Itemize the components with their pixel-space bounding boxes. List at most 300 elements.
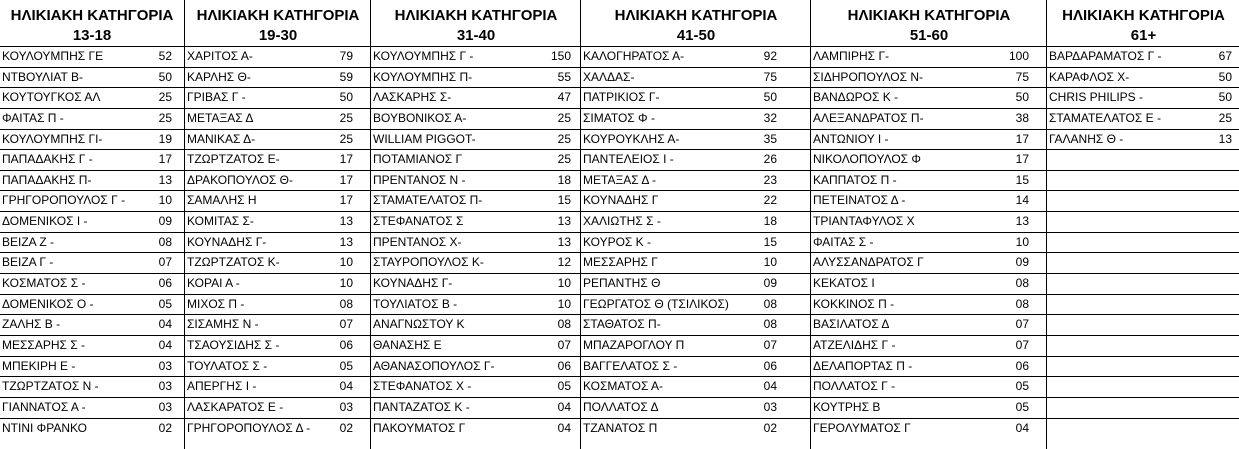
participant-score: 150	[550, 49, 571, 63]
participant-score: 18	[557, 172, 571, 187]
table-row	[581, 67, 811, 88]
participant-score: 13	[339, 214, 353, 229]
participant-name: ΚΟΥΛΟΥΜΠΗΣ Π-	[373, 69, 473, 84]
participant-score: 19	[158, 131, 172, 146]
participant-score: 08	[763, 296, 777, 311]
table-row	[371, 273, 581, 294]
participant-name: ΚΟΥΛΟΥΜΠΗΣ ΓΕ	[2, 49, 104, 63]
participant-name: ΒΟΥΒΟΝΙΚΟΣ Α-	[373, 110, 467, 125]
participant-score: 04	[158, 317, 172, 332]
table-row	[581, 129, 811, 150]
participant-score: 14	[1015, 193, 1029, 208]
participant-name: ΝΤΙΝΙ ΦΡΑΝΚΟ	[2, 420, 87, 435]
empty-row	[1047, 294, 1239, 315]
table-row	[811, 232, 1047, 253]
participant-score: 50	[339, 90, 353, 105]
category-title: ΗΛΙΚΙΑΚΗ ΚΑΤΗΓΟΡΙΑ	[10, 7, 174, 24]
table-row	[581, 190, 811, 211]
participant-name: ΓΑΛΑΝΗΣ Θ -	[1049, 131, 1124, 146]
participant-score: 05	[158, 296, 172, 311]
participant-name: ΚΟΥΡΟΥΚΛΗΣ Α-	[583, 131, 680, 146]
participant-name: ΜΕΣΣΑΡΗΣ Γ	[583, 255, 658, 270]
participant-name: ΚΑΠΠΑΤΟΣ Π -	[813, 172, 897, 187]
participant-name: ΠΑΝΤΑΖΑΤΟΣ Κ -	[373, 399, 470, 414]
participant-name: ΒΕΙΖΑ Ζ -	[2, 234, 55, 249]
participant-score: 32	[763, 110, 777, 125]
table-row	[0, 170, 184, 191]
table-row	[581, 294, 811, 315]
participant-score: 22	[763, 193, 777, 208]
table-row	[371, 335, 581, 356]
table-row	[0, 335, 184, 356]
participant-score: 13	[557, 234, 571, 249]
participant-score: 06	[158, 276, 172, 291]
category-header	[1047, 0, 1239, 46]
participant-name: ΣΤΑΜΑΤΕΛΑΤΟΣ Π-	[373, 193, 483, 208]
participant-name: ΡΕΠΑΝΤΗΣ Θ	[583, 276, 661, 291]
category-column	[0, 0, 184, 449]
category-title: ΗΛΙΚΙΑΚΗ ΚΑΤΗΓΟΡΙΑ	[196, 7, 360, 24]
participant-score: 25	[557, 152, 571, 167]
participant-name: ΔΟΜΕΝΙΚΟΣ Ι -	[2, 214, 88, 229]
category-title: ΗΛΙΚΙΑΚΗ ΚΑΤΗΓΟΡΙΑ	[847, 7, 1011, 24]
table-row	[811, 294, 1047, 315]
table-row	[581, 149, 811, 170]
participant-score: 50	[1015, 90, 1029, 105]
participant-name: ΒΑΓΓΕΛΑΤΟΣ Σ -	[583, 358, 678, 373]
participant-score: 07	[1015, 337, 1029, 352]
table-row	[811, 376, 1047, 397]
participant-score: 05	[339, 358, 353, 373]
category-header	[581, 0, 811, 46]
table-row	[371, 67, 581, 88]
table-row	[0, 149, 184, 170]
category-header	[811, 0, 1047, 46]
table-row	[581, 46, 811, 67]
participant-name: ΧΑΡΙΤΟΣ Α-	[187, 49, 253, 63]
participant-score: 25	[339, 131, 353, 146]
participant-name: ΓΕΩΡΓΑΤΟΣ Θ (ΤΣΙΛΙΚΟΣ)	[583, 296, 729, 311]
participant-name: ΤΖΑΝΑΤΟΣ Π	[583, 420, 658, 435]
participant-score: 10	[339, 276, 353, 291]
participant-score: 38	[1015, 110, 1029, 125]
table-row	[581, 211, 811, 232]
participant-name: ΠΡΕΝΤΑΝΟΣ Ν -	[373, 172, 466, 187]
participant-score: 25	[158, 110, 172, 125]
table-row	[0, 232, 184, 253]
table-row	[185, 170, 371, 191]
table-row	[581, 273, 811, 294]
empty-row	[1047, 273, 1239, 294]
participant-name: ΜΕΣΣΑΡΗΣ Σ -	[2, 337, 86, 352]
participant-name: ΓΡΗΓΟΡΟΠΟΥΛΟΣ Γ -	[2, 193, 126, 208]
table-row	[581, 335, 811, 356]
participant-score: 75	[763, 69, 777, 84]
table-row	[581, 232, 811, 253]
participant-score: 02	[339, 420, 353, 435]
participant-name: ΣΙΣΑΜΗΣ Ν -	[187, 317, 259, 332]
participant-name: ΚΟΥΤΟΥΓΚΟΣ ΑΛ	[2, 90, 101, 105]
participant-name: ΛΑΣΚΑΡΗΣ Σ-	[373, 90, 452, 105]
table-row	[185, 418, 371, 439]
participant-name: ΚΟΥΛΟΥΜΠΗΣ Γ -	[373, 49, 474, 63]
participant-name: ΣΤΑΥΡΟΠΟΥΛΟΣ Κ-	[373, 255, 484, 270]
participant-name: ΑΛΥΣΣΑΝΔΡΑΤΟΣ Γ	[813, 255, 924, 270]
participant-score: 47	[557, 90, 571, 105]
category-age-range: 41-50	[676, 27, 716, 44]
participant-score: 59	[339, 69, 353, 84]
participant-score: 92	[763, 49, 777, 63]
empty-row	[1047, 356, 1239, 377]
table-row	[371, 190, 581, 211]
participant-name: ΔΕΛΑΠΟΡΤΑΣ Π -	[813, 358, 913, 373]
participant-name: ΚΟΚΚΙΝΟΣ Π -	[813, 296, 895, 311]
participant-name: ΓΙΑΝΝΑΤΟΣ Α -	[2, 399, 86, 414]
participant-name: ΚΑΡΛΗΣ Θ-	[187, 69, 251, 84]
participant-score: 50	[158, 69, 172, 84]
participant-name: ΧΑΛΔΑΣ-	[583, 69, 635, 84]
participant-score: 02	[763, 420, 777, 435]
participant-score: 17	[1015, 152, 1029, 167]
category-column	[580, 0, 811, 449]
participant-score: 75	[1015, 69, 1029, 84]
table-row	[185, 294, 371, 315]
empty-row	[1047, 170, 1239, 191]
table-row	[1047, 129, 1239, 150]
table-row	[371, 232, 581, 253]
participant-name: ΣΤΑΘΑΤΟΣ Π-	[583, 317, 661, 332]
table-row	[0, 211, 184, 232]
participant-score: 79	[339, 49, 353, 63]
table-row	[185, 397, 371, 418]
table-row	[811, 211, 1047, 232]
table-row	[185, 252, 371, 273]
table-row	[0, 108, 184, 129]
participant-name: ΚΟΜΙΤΑΣ Σ-	[187, 214, 254, 229]
participant-name: ΣΙΔΗΡΟΠΟΥΛΟΣ Ν-	[813, 69, 924, 84]
category-column	[1046, 0, 1239, 449]
table-row	[371, 170, 581, 191]
table-row	[581, 108, 811, 129]
empty-row	[1047, 335, 1239, 356]
empty-row	[1047, 190, 1239, 211]
participant-name: ΔΟΜΕΝΙΚΟΣ Ο -	[2, 296, 94, 311]
category-title: ΗΛΙΚΙΑΚΗ ΚΑΤΗΓΟΡΙΑ	[394, 7, 558, 24]
participant-name: ΜΠΕΚΙΡΗ Ε -	[2, 358, 76, 373]
participant-name: ΒΕΙΖΑ Γ -	[2, 255, 54, 270]
participant-score: 10	[1015, 234, 1029, 249]
table-row	[811, 67, 1047, 88]
table-row	[581, 252, 811, 273]
participant-name: ΚΕΚΑΤΟΣ Ι	[813, 276, 875, 291]
participant-score: 08	[557, 317, 571, 332]
participant-score: 10	[763, 255, 777, 270]
table-row	[0, 67, 184, 88]
participant-score: 04	[339, 379, 353, 394]
participant-score: 07	[1015, 317, 1029, 332]
participant-name: ΜΕΤΑΞΑΣ Δ -	[583, 172, 657, 187]
participant-score: 10	[339, 255, 353, 270]
participant-score: 52	[158, 49, 172, 63]
participant-name: ΠΡΕΝΤΑΝΟΣ Χ-	[373, 234, 462, 249]
table-row	[185, 232, 371, 253]
participant-score: 15	[763, 234, 777, 249]
category-column	[370, 0, 581, 449]
participant-score: 10	[557, 296, 571, 311]
participant-score: 55	[557, 69, 571, 84]
table-row	[185, 190, 371, 211]
participant-score: 25	[339, 110, 353, 125]
table-row	[371, 314, 581, 335]
table-row	[185, 211, 371, 232]
participant-name: ΦΑΙΤΑΣ Π -	[2, 110, 64, 125]
participant-name: ΠΟΤΑΜΙΑΝΟΣ Γ	[373, 152, 463, 167]
empty-row	[1047, 149, 1239, 170]
participant-name: ΒΑΝΔΩΡΟΣ Κ -	[813, 90, 899, 105]
table-row	[371, 294, 581, 315]
participant-name: ΠΑΠΑΔΑΚΗΣ Γ -	[2, 152, 93, 167]
participant-name: ΤΖΩΡΤΖΑΤΟΣ Ε-	[187, 152, 280, 167]
participant-score: 05	[1015, 399, 1029, 414]
participant-name: ΤΟΥΛΑΤΟΣ Σ -	[187, 358, 268, 373]
participant-name: ΜΕΤΑΞΑΣ Δ	[187, 110, 254, 125]
participant-name: ΛΑΣΚΑΡΑΤΟΣ Ε -	[187, 399, 284, 414]
table-row	[811, 108, 1047, 129]
participant-name: ΤΡΙΑΝΤΑΦΥΛΟΣ Χ	[813, 214, 915, 229]
participant-name: ΚΟΣΜΑΤΟΣ Α-	[583, 379, 664, 394]
entries-list	[581, 46, 811, 438]
participant-score: 06	[339, 337, 353, 352]
table-row	[811, 314, 1047, 335]
participant-score: 35	[763, 131, 777, 146]
participant-score: 10	[158, 193, 172, 208]
participant-score: 04	[763, 379, 777, 394]
table-row	[811, 356, 1047, 377]
table-row	[371, 252, 581, 273]
participant-name: ΓΡΙΒΑΣ Γ -	[187, 90, 246, 105]
participant-score: 13	[557, 214, 571, 229]
participant-name: ΑΝΑΓΝΩΣΤΟΥ Κ	[373, 317, 465, 332]
participant-score: 07	[158, 255, 172, 270]
participant-name: ΦΑΙΤΑΣ Σ -	[813, 234, 874, 249]
participant-name: ΠΟΛΛΑΤΟΣ Γ -	[813, 379, 896, 394]
participant-name: ΘΑΝΑΣΗΣ Ε	[373, 337, 442, 352]
participant-name: ΤΖΩΡΤΖΑΤΟΣ Κ-	[187, 255, 280, 270]
participant-score: 08	[339, 296, 353, 311]
participant-score: 13	[1015, 214, 1029, 229]
participant-score: 03	[158, 379, 172, 394]
table-row	[0, 356, 184, 377]
entries-list	[811, 46, 1047, 438]
category-age-range: 13-18	[72, 27, 112, 44]
table-row	[185, 376, 371, 397]
category-age-range: 19-30	[258, 27, 298, 44]
table-row	[371, 211, 581, 232]
empty-row	[1047, 232, 1239, 253]
table-row	[185, 67, 371, 88]
participant-score: 04	[557, 420, 571, 435]
participant-name: ΝΙΚΟΛΟΠΟΥΛΟΣ Φ	[813, 152, 921, 167]
table-row	[0, 129, 184, 150]
empty-row	[1047, 376, 1239, 397]
table-row	[1047, 108, 1239, 129]
participant-name: ΣΑΜΑΛΗΣ Η	[187, 193, 257, 208]
table-row	[185, 314, 371, 335]
participant-score: 15	[557, 193, 571, 208]
table-row	[811, 129, 1047, 150]
participant-name: ΓΕΡΟΛΥΜΑΤΟΣ Γ	[813, 420, 911, 435]
participant-name: ΑΤΖΕΛΙΔΗΣ Γ -	[813, 337, 896, 352]
participant-score: 05	[557, 379, 571, 394]
participant-name: ΚΟΥΝΑΔΗΣ Γ	[583, 193, 659, 208]
participant-score: 67	[1218, 49, 1232, 63]
category-header	[371, 0, 581, 46]
table-row	[0, 418, 184, 439]
participant-score: 09	[763, 276, 777, 291]
table-row	[0, 46, 184, 67]
participant-score: 50	[1218, 90, 1232, 105]
participant-name: ΤΖΩΡΤΖΑΤΟΣ Ν -	[2, 379, 99, 394]
participant-score: 25	[1218, 110, 1232, 125]
participant-name: ΜΠΑΖΑΡΟΓΛΟΥ Π	[583, 337, 685, 352]
participant-score: 18	[763, 214, 777, 229]
entries-list	[371, 46, 581, 438]
empty-row	[1047, 397, 1239, 418]
table-row	[581, 87, 811, 108]
table-row	[0, 252, 184, 273]
table-row	[371, 376, 581, 397]
participant-score: 15	[1015, 172, 1029, 187]
participant-name: ΝΤΒΟΥΛΙΑΤ Β-	[2, 69, 83, 84]
participant-name: ΚΑΡΑΦΛΟΣ Χ-	[1049, 69, 1130, 84]
table-row	[371, 397, 581, 418]
participant-name: ΣΙΜΑΤΟΣ Φ -	[583, 110, 655, 125]
table-row	[581, 356, 811, 377]
participant-score: 03	[339, 399, 353, 414]
category-title: ΗΛΙΚΙΑΚΗ ΚΑΤΗΓΟΡΙΑ	[1062, 7, 1225, 24]
participant-score: 12	[557, 255, 571, 270]
table-row	[811, 252, 1047, 273]
table-row	[185, 335, 371, 356]
table-row	[185, 46, 371, 67]
participant-score: 05	[1015, 379, 1029, 394]
participant-score: 08	[158, 234, 172, 249]
participant-score: 17	[1015, 131, 1029, 146]
empty-row	[1047, 314, 1239, 335]
participant-score: 06	[1015, 358, 1029, 373]
category-header	[185, 0, 371, 46]
participant-name: ΓΡΗΓΟΡΟΠΟΥΛΟΣ Δ -	[187, 420, 311, 435]
participant-name: ΧΑΛΙΩΤΗΣ Σ -	[583, 214, 661, 229]
table-row	[371, 46, 581, 67]
table-row	[0, 314, 184, 335]
table-row	[185, 87, 371, 108]
table-row	[581, 314, 811, 335]
table-row	[371, 149, 581, 170]
participant-score: 50	[1218, 69, 1232, 84]
table-row	[185, 129, 371, 150]
participant-score: 09	[1015, 255, 1029, 270]
participant-name: ΖΑΛΗΣ Β -	[2, 317, 61, 332]
participant-name: ΤΣΑΟΥΣΙΔΗΣ Σ -	[187, 337, 280, 352]
participant-name: ΚΟΥΤΡΗΣ Β	[813, 399, 881, 414]
category-column	[184, 0, 371, 449]
participant-score: 17	[339, 193, 353, 208]
table-row	[185, 356, 371, 377]
participant-score: 13	[158, 172, 172, 187]
table-row	[811, 190, 1047, 211]
entries-list	[1047, 46, 1239, 438]
participant-score: 03	[158, 399, 172, 414]
category-age-range: 51-60	[909, 27, 949, 44]
participant-name: ΚΟΥΝΑΔΗΣ Γ-	[187, 234, 267, 249]
table-row	[371, 108, 581, 129]
table-row	[185, 108, 371, 129]
participant-name: ΚΟΥΝΑΔΗΣ Γ-	[373, 276, 453, 291]
participant-score: 17	[339, 152, 353, 167]
participant-name: ΠΟΛΛΑΤΟΣ Δ	[583, 399, 659, 414]
participant-score: 08	[1015, 296, 1029, 311]
table-row	[811, 418, 1047, 439]
table-row	[581, 376, 811, 397]
participant-score: 23	[763, 172, 777, 187]
participant-name: CHRIS PHILIPS -	[1049, 90, 1144, 105]
participant-score: 09	[158, 214, 172, 229]
table-row	[371, 418, 581, 439]
participant-score: 25	[158, 90, 172, 105]
participant-score: 07	[557, 337, 571, 352]
table-row	[0, 87, 184, 108]
table-row	[811, 170, 1047, 191]
participant-name: ΠΑΝΤΕΛΕΙΟΣ Ι -	[583, 152, 674, 167]
table-row	[185, 149, 371, 170]
participant-name: ΠΕΤΕΙΝΑΤΟΣ Δ -	[813, 193, 906, 208]
table-row	[811, 87, 1047, 108]
table-row	[581, 170, 811, 191]
participant-name: ΚΑΛΟΓΗΡΑΤΟΣ Α-	[583, 49, 685, 63]
participant-score: 04	[557, 399, 571, 414]
table-row	[581, 418, 811, 439]
participant-name: ΜΑΝΙΚΑΣ Δ-	[187, 131, 256, 146]
participant-score: 07	[339, 317, 353, 332]
participant-score: 26	[763, 152, 777, 167]
participant-score: 100	[1008, 49, 1029, 63]
table-row	[0, 190, 184, 211]
participant-name: ΑΝΤΩΝΙΟΥ Ι -	[813, 131, 889, 146]
table-row	[371, 356, 581, 377]
participant-score: 04	[158, 337, 172, 352]
table-row	[1047, 87, 1239, 108]
category-column	[810, 0, 1047, 449]
participant-name: ΣΤΑΜΑΤΕΛΑΤΟΣ Ε -	[1049, 110, 1161, 125]
participant-name: ΤΟΥΛΙΑΤΟΣ Β -	[373, 296, 458, 311]
participant-name: ΚΟΥΛΟΥΜΠΗΣ ΓΙ-	[2, 131, 103, 146]
participant-score: 17	[158, 152, 172, 167]
table-row	[1047, 67, 1239, 88]
participant-score: 25	[557, 131, 571, 146]
participant-score: 08	[763, 317, 777, 332]
participant-score: 25	[557, 110, 571, 125]
participant-name: ΚΟΥΡΟΣ Κ -	[583, 234, 652, 249]
participant-name: WILLIAM PIGGOT-	[373, 131, 476, 146]
participant-score: 07	[763, 337, 777, 352]
participant-score: 08	[1015, 276, 1029, 291]
participant-score: 13	[339, 234, 353, 249]
table-row	[811, 46, 1047, 67]
participant-name: ΣΤΕΦΑΝΑΤΟΣ Χ -	[373, 379, 472, 394]
participant-score: 17	[339, 172, 353, 187]
empty-row	[1047, 418, 1239, 439]
